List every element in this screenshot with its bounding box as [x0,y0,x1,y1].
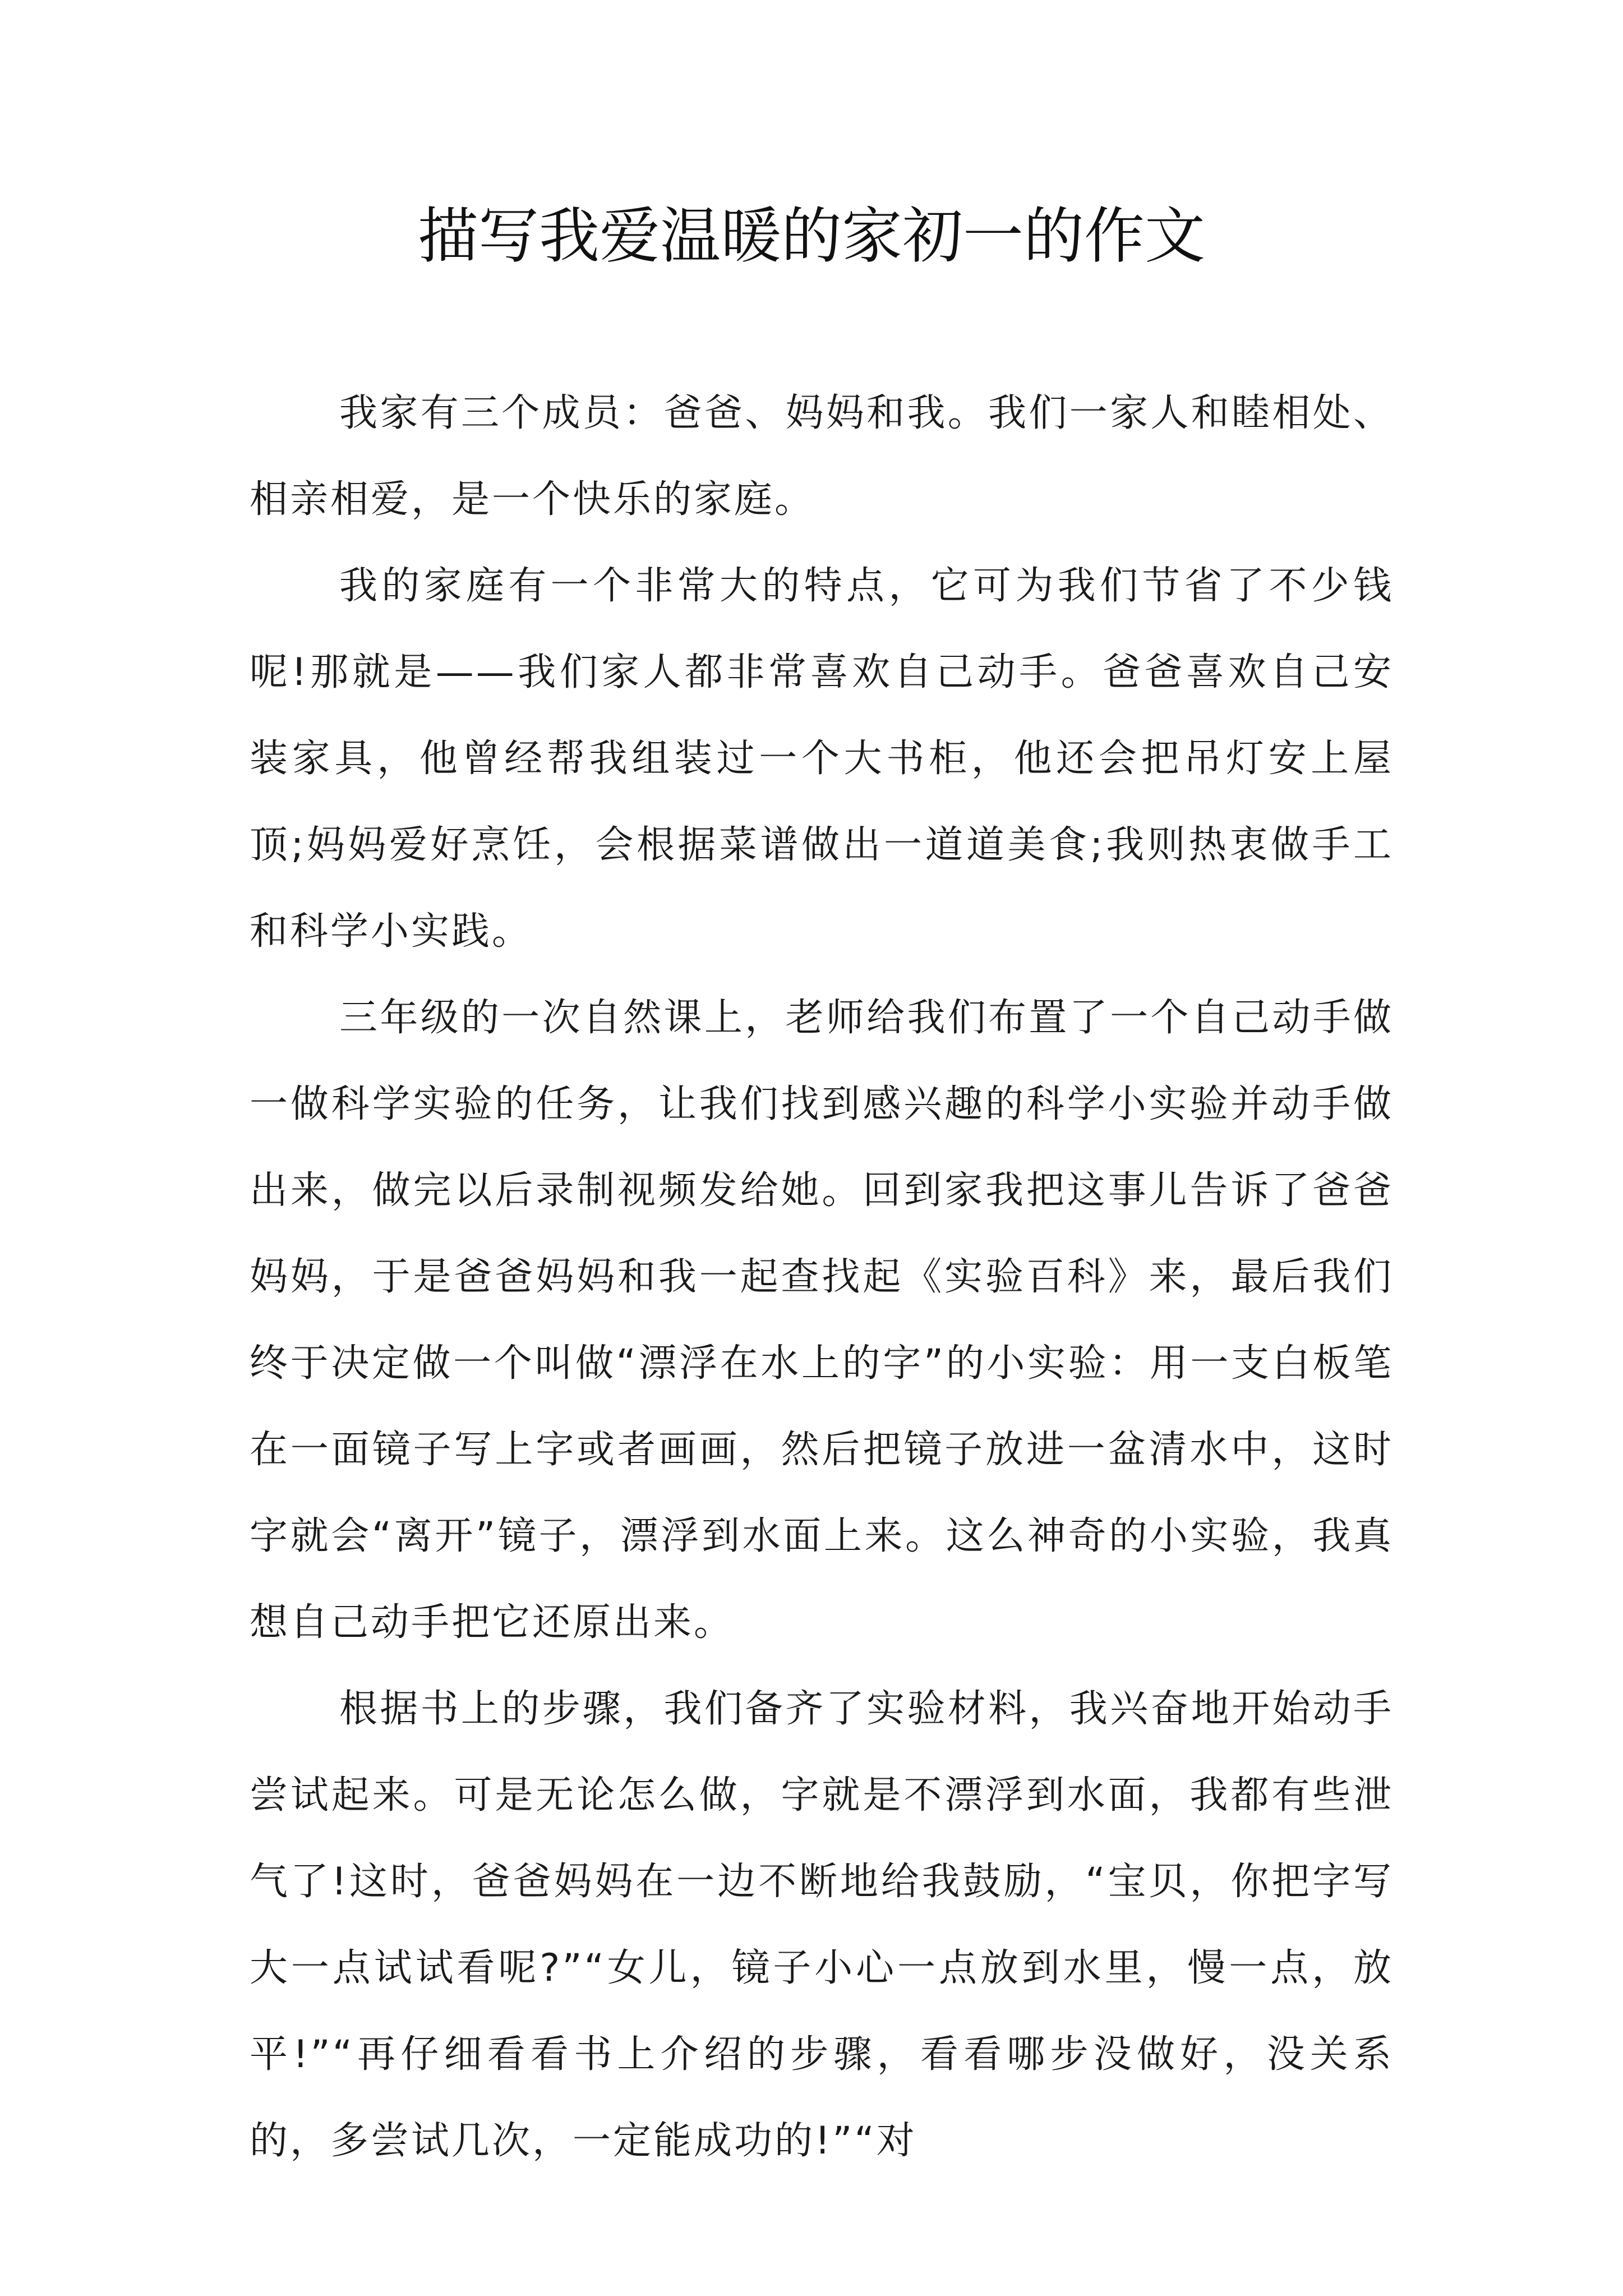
document-title: 描写我爱温暖的家初一的作文 [417,201,1205,272]
paragraph-4: 根据书上的步骤，我们备齐了实验材料，我兴奋地开始动手尝试起来。可是无论怎么做，字就是不漂浮到水面，我都有些泄气了!这时，爸爸妈妈在一边不断地给我鼓励，“宝贝，你把字写大一点试试看呢?”“女儿，镜子小心一点放到水里，慢一点，放平!”“再仔细看看书上介绍的步骤，看看哪步没做好，没关系的，多尝试几次，一定能成功的!”“对 [250,1687,1394,2163]
paragraph-2: 我的家庭有一个非常大的特点，它可为我们节省了不少钱呢!那就是——我们家人都非常喜欢自己动手。爸爸喜欢自己安装家具，他曾经帮我组装过一个大书柜，他还会把吊灯安上屋顶;妈妈爱好烹饪，会根据菜谱做出一道道美食;我则热衷做手工和科学小实践。 [250,564,1394,954]
paragraph-3: 三年级的一次自然课上，老师给我们布置了一个自己动手做一做科学实验的任务，让我们找到感兴趣的科学小实验并动手做出来，做完以后录制视频发给她。回到家我把这事儿告诉了爸爸妈妈，于是爸爸妈妈和我一起查找起《实验百科》来，最后我们终于决定做一个叫做“漂浮在水上的字”的小实验：用一支白板笔在一面镜子写上字或者画画，然后把镜子放进一盆清水中，这时字就会“离开”镜子，漂浮到水面上来。这么神奇的小实验，我真想自己动手把它还原出来。 [250,996,1394,1645]
paragraph-1: 我家有三个成员：爸爸、妈妈和我。我们一家人和睦相处、相亲相爱，是一个快乐的家庭。 [250,391,1394,522]
document-body [250,370,1394,2184]
